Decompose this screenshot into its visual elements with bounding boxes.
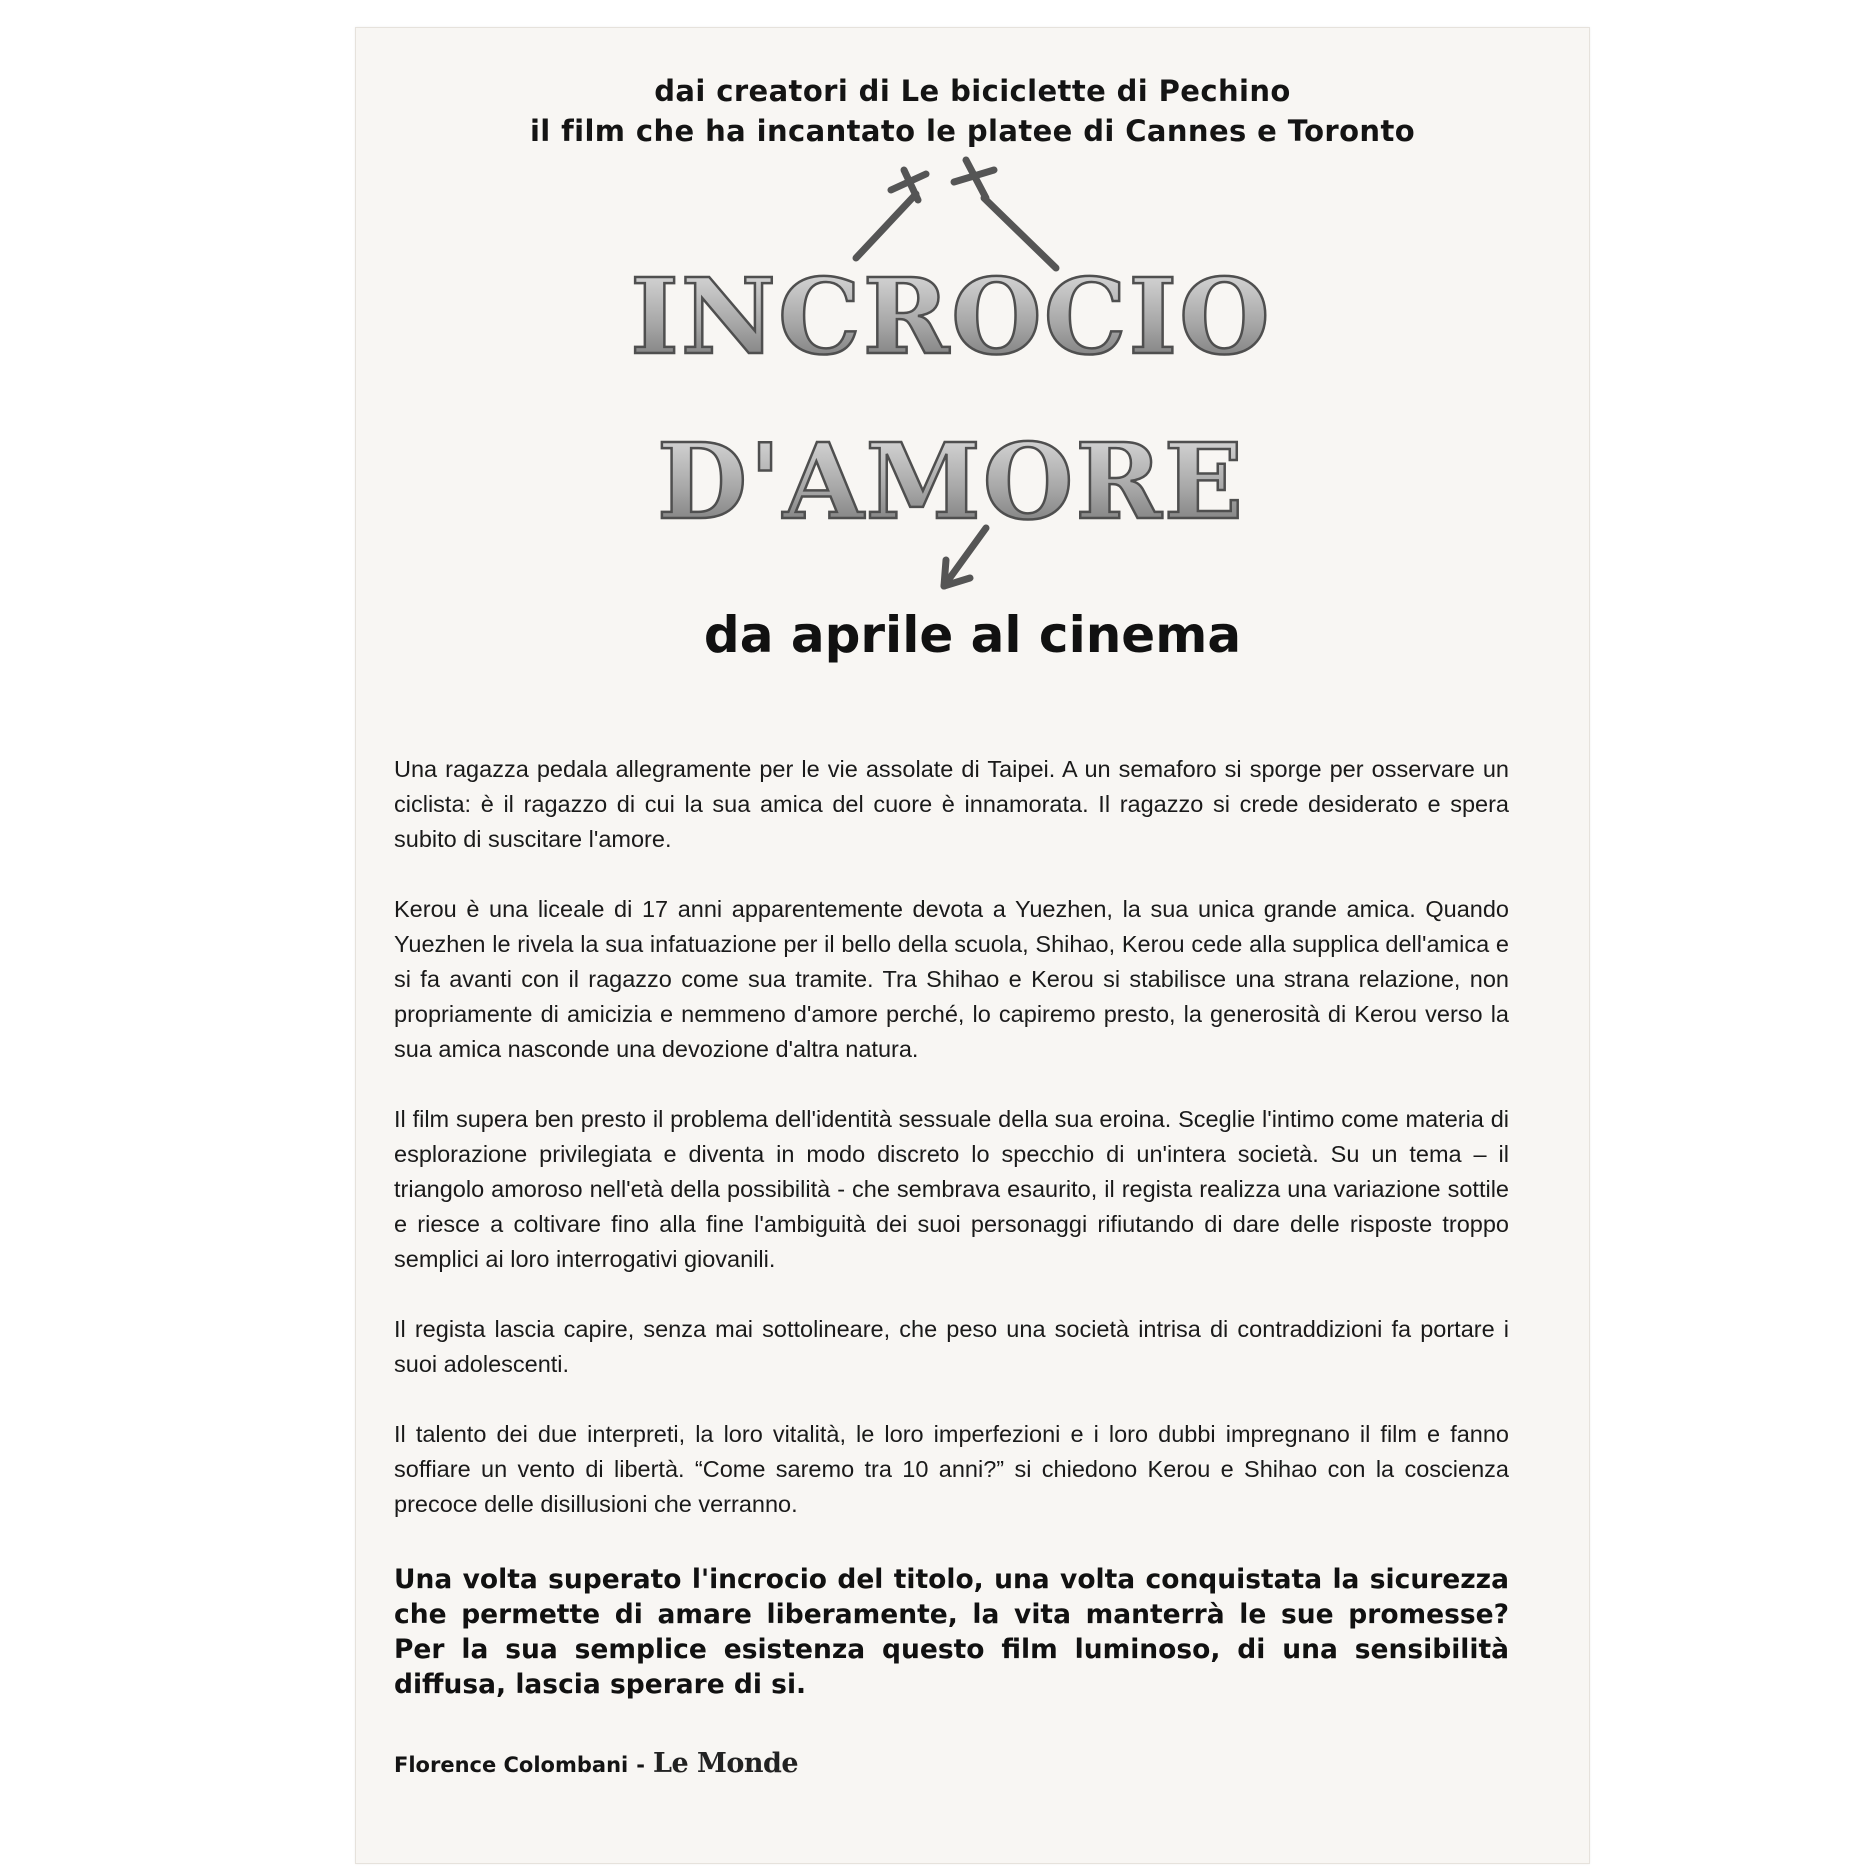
release-date-heading: da aprile al cinema (703, 606, 1242, 664)
tagline-line-1: dai creatori di Le biciclette di Pechino (654, 74, 1291, 108)
credit-separator: - (636, 1753, 645, 1777)
flyer-card (355, 27, 1590, 1864)
paragraph: Il film supera ben presto il problema dell'identità sessuale della sua eroina. Sceglie l'intimo come materia di esplorazione privilegiata e diventa in modo discreto lo specchio di un'intera società. Su un tema – il triangolo amoroso nell'età della possibilità - che sembrava esaurito, il regista realizza una variazione sottile e riesce a coltivare fino alla fine l'ambiguità dei suoi personaggi rifiutando di dare delle risposte troppo semplici ai loro interrogativi giovanili. (394, 1106, 1509, 1272)
logo-line-1: INCROCIO (630, 255, 1272, 378)
paragraph: Il talento dei due interpreti, la loro vitalità, le loro imperfezioni e i loro dubbi impregnano il film e fanno soffiare un vento di libertà. “Come saremo tra 10 anni?” si chiedono Kerou e Shihao con la coscienza precoce delle disillusioni che verranno. (394, 1421, 1509, 1517)
publication-logo: Le Monde (652, 1748, 799, 1779)
critic-name: Florence Colombani (394, 1753, 629, 1777)
tagline-line-2: il film che ha incantato le platee di Cannes e Toronto (529, 114, 1416, 148)
review-quote: Una volta superato l'incrocio del titolo, una volta conquistata la sicurezza che permette di amare liberamente, la vita manterrà le sue promesse? Per la sua semplice esistenza questo film luminoso, di una sensibilità diffusa, lascia sperare di si. (394, 1564, 1509, 1700)
synopsis-body (394, 752, 1509, 1557)
film-title-logo (630, 148, 1272, 618)
paragraph: Il regista lascia capire, senza mai sottolineare, che peso una società intrisa di contraddizioni fa portare i suoi adolescenti. (394, 1316, 1509, 1377)
mars-symbol-icon (954, 160, 1056, 268)
paragraph: Una ragazza pedala allegramente per le vie assolate di Taipei. A un semaforo si sporge per osservare un ciclista: è il ragazzo di cui la sua amica del cuore è innamorata. Il ragazzo si crede desiderato e spera subito di suscitare l'amore. (394, 756, 1509, 852)
venus-symbol-icon (856, 170, 926, 258)
logo-line-2: D'AMORE (656, 420, 1246, 543)
paragraph: Kerou è una liceale di 17 anni apparentemente devota a Yuezhen, la sua unica grande amica. Quando Yuezhen le rivela la sua infatuazione per il bello della scuola, Shihao, Kerou cede alla supplica dell'amica e si fa avanti con il ragazzo come sua tramite. Tra Shihao e Kerou si stabilisce una strana relazione, non propriamente di amicizia e nemmeno d'amore perché, lo capiremo presto, la generosità di Kerou verso la sua amica nasconde una devozione d'altra natura. (394, 896, 1509, 1062)
review-credit (394, 1748, 798, 1779)
